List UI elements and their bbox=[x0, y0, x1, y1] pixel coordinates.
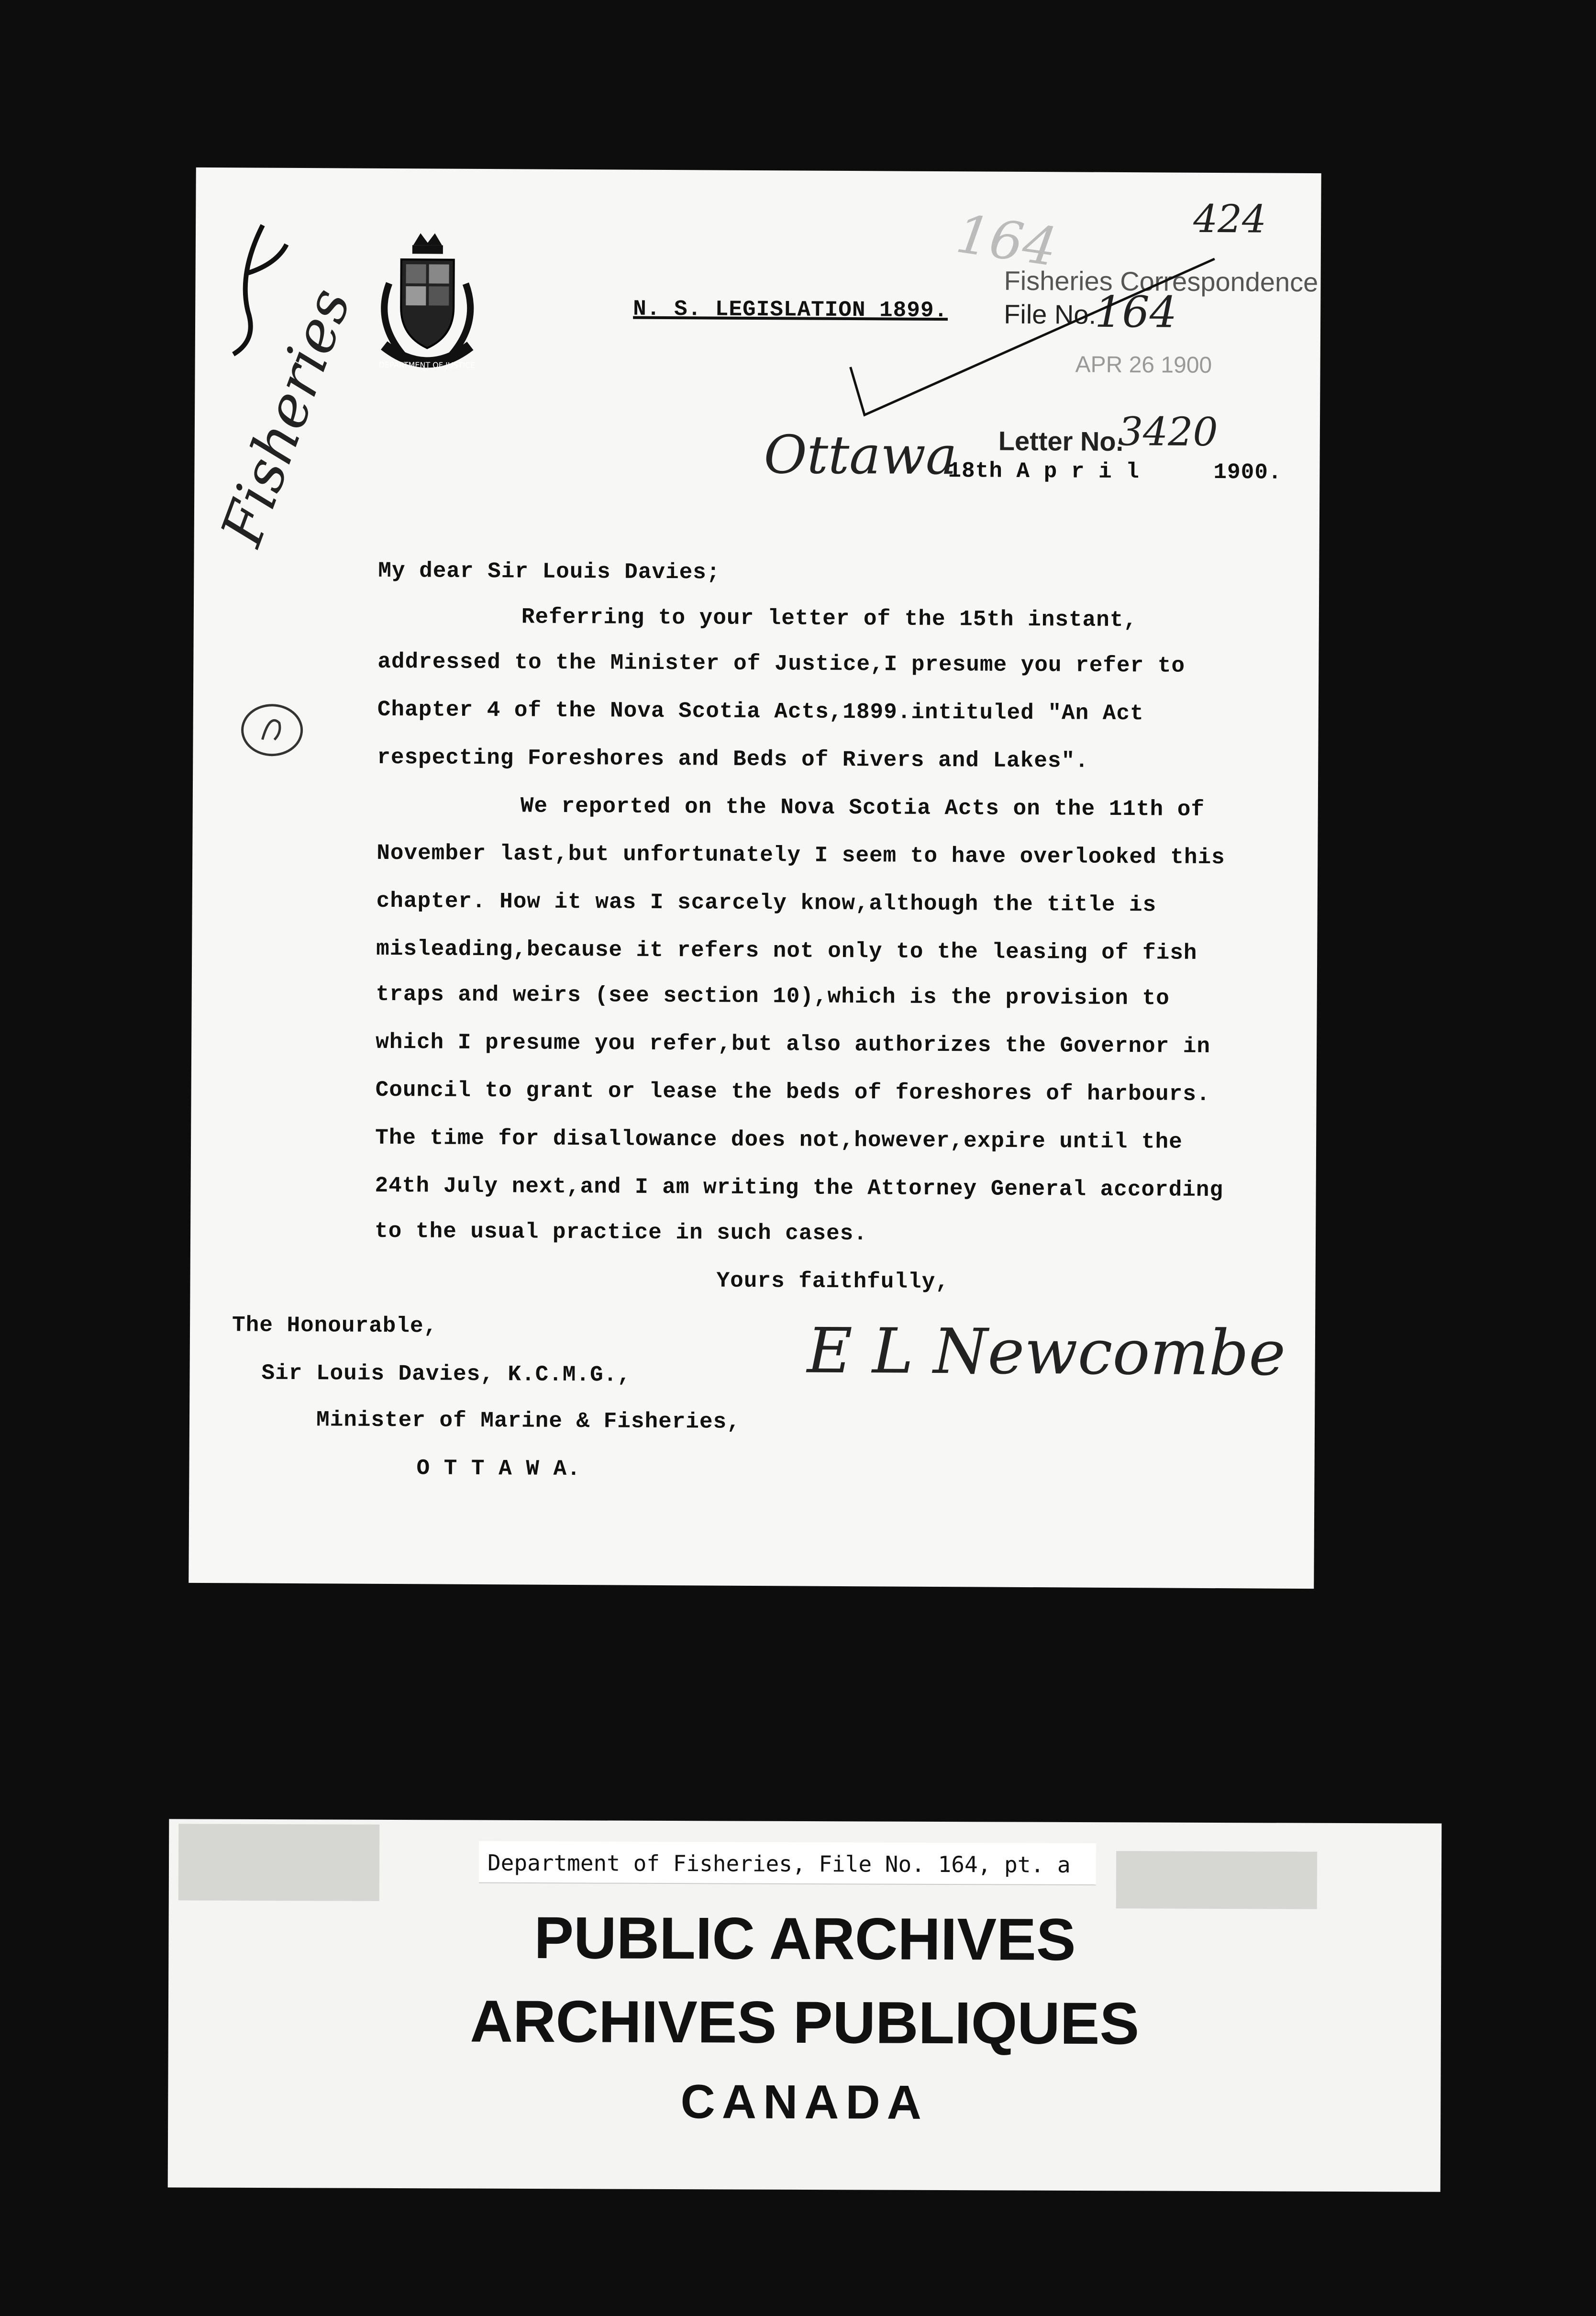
tape-right bbox=[1116, 1851, 1317, 1909]
city: Ottawa bbox=[764, 424, 957, 487]
reference-strip bbox=[479, 1841, 1096, 1886]
body-line: addressed to the Minister of Justice,I presume you refer to bbox=[377, 649, 1186, 679]
date: 18th A p r i l bbox=[948, 458, 1140, 485]
body-line: 24th July next,and I am writing the Attorney General according bbox=[375, 1173, 1224, 1203]
margin-note: Fisheries bbox=[208, 279, 364, 555]
tape-left bbox=[178, 1824, 380, 1901]
letter-page bbox=[188, 167, 1321, 1589]
justice-crest-icon bbox=[355, 226, 499, 385]
body-line: misleading,because it refers not only to the leasing of fish bbox=[376, 936, 1197, 966]
addressee-line: O T T A W A. bbox=[416, 1456, 581, 1482]
archive-line-3: CANADA bbox=[680, 2075, 929, 2129]
body-line: to the usual practice in such cases. bbox=[374, 1218, 868, 1247]
check-mark-icon bbox=[831, 243, 1224, 445]
signature: E L Newcombe bbox=[807, 1314, 1286, 1390]
letter-label: Letter No. bbox=[998, 425, 1124, 457]
body-line: chapter. How it was I scarcely know,although the title is bbox=[376, 888, 1157, 918]
body-line: Chapter 4 of the Nova Scotia Acts,1899.intituled "An Act bbox=[377, 697, 1144, 726]
archive-line-2: ARCHIVES PUBLIQUES bbox=[470, 1988, 1140, 2057]
corner-number: 424 bbox=[1193, 196, 1267, 242]
initials-scribble-icon bbox=[219, 215, 297, 359]
body-line: Council to grant or lease the beds of foreshores of harbours. bbox=[375, 1077, 1210, 1107]
body-line: which I presume you refer,but also authorizes the Governor in bbox=[376, 1029, 1211, 1059]
addressee-line: Minister of Marine & Fisheries, bbox=[316, 1407, 741, 1435]
salutation: My dear Sir Louis Davies; bbox=[378, 558, 720, 585]
body-line: Referring to your letter of the 15th instant, bbox=[521, 604, 1138, 633]
addressee-line: Sir Louis Davies, K.C.M.G., bbox=[261, 1360, 632, 1388]
stamp-title: Fisheries Correspondence bbox=[1004, 265, 1319, 298]
closing: Yours faithfully, bbox=[716, 1268, 950, 1295]
year: 1900. bbox=[1213, 460, 1282, 485]
reference-text: Department of Fisheries, File No. 164, pt. a bbox=[487, 1849, 1071, 1878]
body-line: The time for disallowance does not,however,expire until the bbox=[375, 1125, 1183, 1155]
archive-line-1: PUBLIC ARCHIVES bbox=[534, 1905, 1076, 1973]
body-line: respecting Foreshores and Beds of Rivers and Lakes". bbox=[377, 745, 1089, 774]
body-line: November last,but unfortunately I seem to have overlooked this bbox=[377, 840, 1225, 870]
svg-text:DEPARTMENT OF JUSTICE: DEPARTMENT OF JUSTICE bbox=[378, 360, 476, 370]
body-line: traps and weirs (see section 10),which is the provision to bbox=[376, 981, 1170, 1011]
addressee-line: The Honourable, bbox=[232, 1313, 438, 1339]
file-label: File No. bbox=[1004, 299, 1097, 330]
archive-label-card bbox=[168, 1819, 1442, 2192]
file-number: 164 bbox=[1094, 287, 1177, 338]
margin-circle-mark-icon bbox=[236, 694, 308, 766]
received-date-stamp: APR 26 1900 bbox=[1075, 352, 1212, 378]
top-number: 164 bbox=[952, 203, 1061, 278]
letter-number: 3420 bbox=[1118, 409, 1218, 456]
header: N. S. LEGISLATION 1899. bbox=[633, 296, 948, 323]
body-line: We reported on the Nova Scotia Acts on the 11th of bbox=[520, 793, 1205, 822]
